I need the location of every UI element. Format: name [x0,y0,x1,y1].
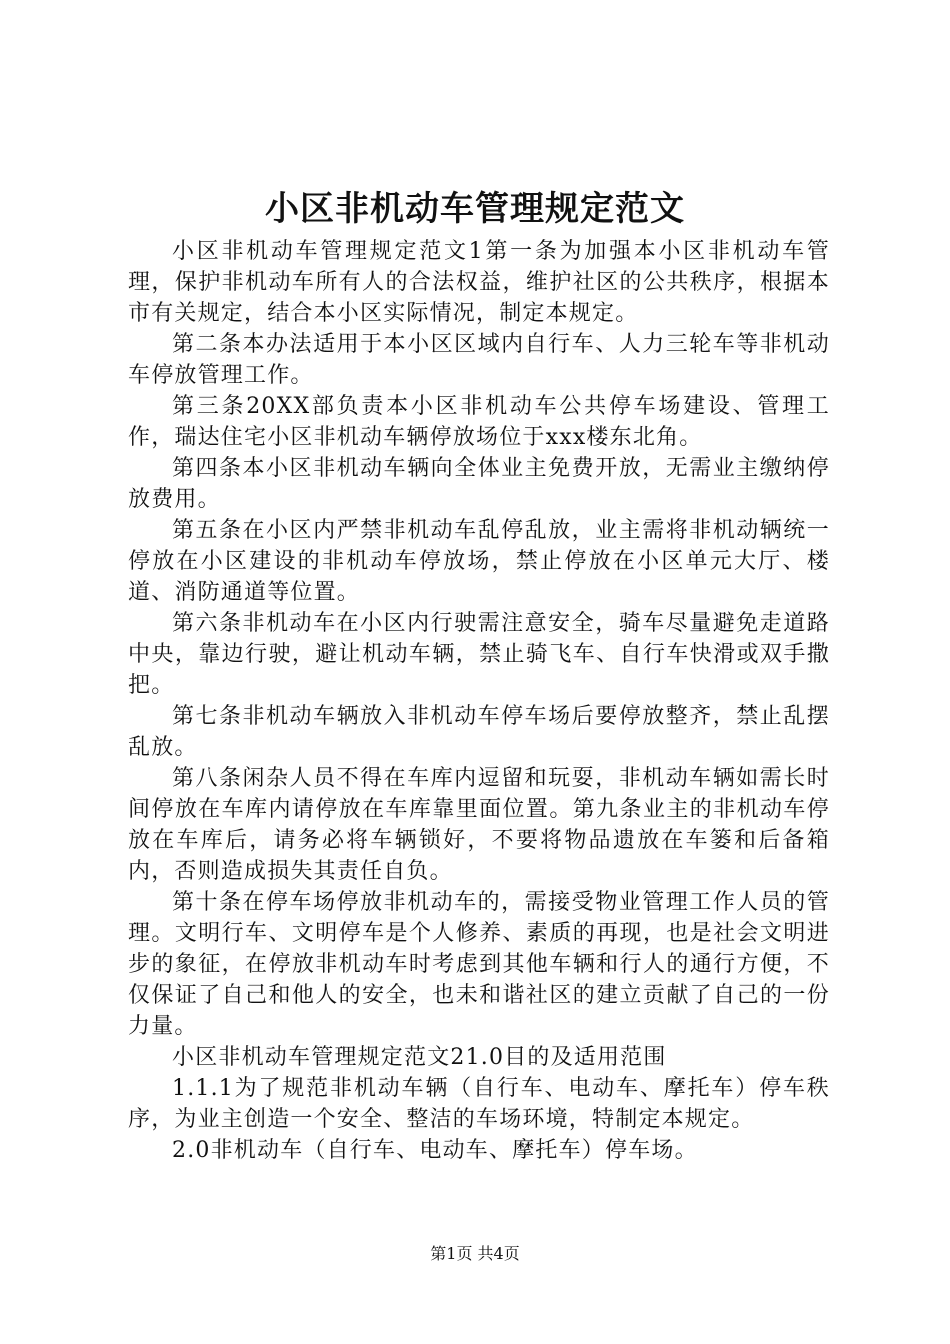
paragraph: 第六条非机动车在小区内行驶需注意安全，骑车尽量避免走道路中央，靠边行驶，避让机动车辆，禁止骑飞车、自行车快滑或双手撒把。 [128,611,830,698]
paragraph: 小区非机动车管理规定范文1第一条为加强本小区非机动车管理，保护非机动车所有人的合法权益，维护社区的公共秩序，根据本市有关规定，结合本小区实际情况，制定本规定。 [128,239,830,326]
document-body [128,236,830,1166]
paragraph: 1.1.1为了规范非机动车辆（自行车、电动车、摩托车）停车秩序，为业主创造一个安全、整洁的车场环境，特制定本规定。 [128,1076,830,1132]
paragraph: 小区非机动车管理规定范文21.0目的及适用范围 [172,1045,667,1070]
page-footer: 第1页 共4页 [430,1244,520,1263]
paragraph: 第二条本办法适用于本小区区域内自行车、人力三轮车等非机动车停放管理工作。 [128,332,830,388]
paragraph: 2.0非机动车（自行车、电动车、摩托车）停车场。 [172,1138,698,1163]
paragraph: 第四条本小区非机动车辆向全体业主免费开放，无需业主缴纳停放费用。 [128,456,830,512]
paragraph: 第十条在停车场停放非机动车的，需接受物业管理工作人员的管理。文明行车、文明停车是个人修养、素质的再现，也是社会文明进步的象征，在停放非机动车时考虑到其他车辆和行人的通行方便，不仅保证了自己和他人的安全，也未和谐社区的建立贡献了自己的一份力量。 [128,890,830,1039]
paragraph: 第三条20XX部负责本小区非机动车公共停车场建设、管理工作，瑞达住宅小区非机动车辆停放场位于xxx楼东北角。 [128,394,830,450]
paragraph: 第五条在小区内严禁非机动车乱停乱放，业主需将非机动辆统一停放在小区建设的非机动车停放场，禁止停放在小区单元大厅、楼道、消防通道等位置。 [128,518,830,605]
paragraph: 第七条非机动车辆放入非机动车停车场后要停放整齐，禁止乱摆乱放。 [128,704,830,760]
document-title: 小区非机动车管理规定范文 [265,189,685,229]
paragraph: 第八条闲杂人员不得在车库内逗留和玩耍，非机动车辆如需长时间停放在车库内请停放在车库靠里面位置。第九条业主的非机动车停放在车库后，请务必将车辆锁好，不要将物品遗放在车篓和后备箱内，否则造成损失其责任自负。 [128,766,830,884]
